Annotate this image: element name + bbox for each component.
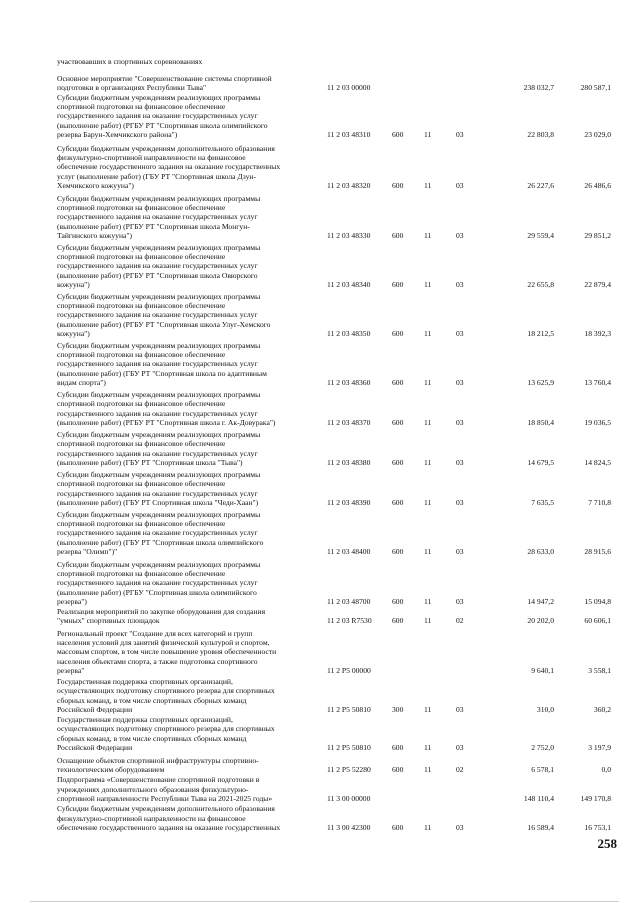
row-description: Реализация мероприятий по закупке оборудования для создания "умных" спортивных площадок bbox=[57, 606, 266, 625]
expense-type-code: 600 bbox=[392, 129, 404, 139]
row-description: Основное мероприятие "Совершенствование системы спортивной подготовки в организациях Республики Тыва" bbox=[57, 73, 272, 92]
expense-type-code: 600 bbox=[392, 822, 404, 832]
target-article-code: 11 2 P5 50810 bbox=[327, 704, 371, 714]
section-code: 11 bbox=[424, 457, 432, 467]
target-article-code: 11 3 00 00000 bbox=[327, 793, 371, 803]
scan-edge-line bbox=[30, 901, 619, 902]
section-code: 11 bbox=[424, 180, 432, 190]
subsection-code: 03 bbox=[456, 417, 464, 427]
section-code: 11 bbox=[424, 764, 432, 774]
subsection-code: 03 bbox=[456, 377, 464, 387]
row-description: Субсидии бюджетным учреждениям реализующих программы спортивной подготовки на финансовое обеспечение государственного задания на оказание государственных услуг (выполнение работ) (РГБУ "Спортивная школа олимпийского резерва") bbox=[57, 559, 261, 606]
amount-year-1: 29 559,4 bbox=[527, 230, 554, 240]
expense-type-code: 300 bbox=[392, 704, 404, 714]
section-code: 11 bbox=[424, 497, 432, 507]
amount-year-1: 13 625,9 bbox=[527, 377, 554, 387]
row-description: Государственная поддержка спортивных организаций, осуществляющих подготовку спортивного резерва для спортивных сборных команд, в том числе спортивных сборных команд Российской Федерации bbox=[57, 715, 275, 752]
row-description: Региональный проект "Создание для всех категорий и групп населения условий для занятий физической культурой и спортом, массовым спортом, в том числе повышение уровня обеспеченности населения объектами спорта, а также подготовка спортивного резерва" bbox=[57, 628, 277, 675]
amount-year-2: 22 879,4 bbox=[584, 279, 611, 289]
subsection-code: 03 bbox=[456, 230, 464, 240]
subsection-code: 03 bbox=[456, 328, 464, 338]
row-description: Субсидии бюджетным учреждениям реализующих программы спортивной подготовки на финансовое обеспечение государственного задания на оказание государственных услуг (выполнение работ) (РГБУ РТ "Спортивная школа Овюрского кожууна") bbox=[57, 242, 261, 289]
row-description: Субсидии бюджетным учреждениям реализующих программы спортивной подготовки на финансовое обеспечение государственного задания на оказание государственных услуг (выполнение работ) (РГБУ РТ "Спортивная школа олимпийского резерва Барун-Хемчикского района") bbox=[57, 92, 268, 139]
row-description: Субсидии бюджетным учреждениям реализующих программы спортивной подготовки на финансовое обеспечение государственного задания на оказание государственных услуг (выполнение работ) (РГБУ РТ "Спортивная школа г. Ак-Довурака") bbox=[57, 390, 276, 427]
amount-year-1: 2 752,0 bbox=[531, 742, 554, 752]
target-article-code: 11 2 P5 52280 bbox=[327, 764, 371, 774]
target-article-code: 11 2 03 48370 bbox=[327, 417, 371, 427]
amount-year-1: 238 032,7 bbox=[523, 82, 554, 92]
amount-year-2: 60 606,1 bbox=[584, 615, 611, 625]
target-article-code: 11 2 P5 00000 bbox=[327, 665, 371, 675]
row-description: Субсидии бюджетным учреждениям дополнительного образования физкультурно-спортивной направленности на финансовое обеспечение государственного задания на оказание государственных bbox=[57, 804, 281, 832]
amount-year-1: 22 803,8 bbox=[527, 129, 554, 139]
section-code: 11 bbox=[424, 279, 432, 289]
amount-year-2: 3 197,9 bbox=[588, 742, 611, 752]
expense-type-code: 600 bbox=[392, 180, 404, 190]
target-article-code: 11 2 03 00000 bbox=[327, 82, 371, 92]
amount-year-2: 149 170,8 bbox=[580, 793, 611, 803]
section-code: 11 bbox=[424, 377, 432, 387]
subsection-code: 03 bbox=[456, 596, 464, 606]
target-article-code: 11 2 03 48350 bbox=[327, 328, 371, 338]
expense-type-code: 600 bbox=[392, 546, 404, 556]
amount-year-2: 18 392,3 bbox=[584, 328, 611, 338]
amount-year-1: 18 850,4 bbox=[527, 417, 554, 427]
amount-year-1: 20 202,0 bbox=[527, 615, 554, 625]
section-code: 11 bbox=[424, 615, 432, 625]
amount-year-1: 26 227,6 bbox=[527, 180, 554, 190]
row-description: Субсидии бюджетным учреждениям реализующих программы спортивной подготовки на финансовое обеспечение государственного задания на оказание государственных услуг (выполнение работ) (ГБУ РТ "Спортивная школа олимпийского резерва "Олимп")" bbox=[57, 509, 264, 556]
row-description: Государственная поддержка спортивных организаций, осуществляющих подготовку спортивного резерва для спортивных сборных команд, в том числе спортивных сборных команд Российской Федерации bbox=[57, 677, 275, 714]
row-description: Субсидии бюджетным учреждениям реализующих программы спортивной подготовки на финансовое обеспечение государственного задания на оказание государственных услуг (выполнение работ) (ГБУ РТ "Спортивная школа по адаптивным видам спорта") bbox=[57, 340, 267, 387]
amount-year-2: 280 587,1 bbox=[580, 82, 611, 92]
target-article-code: 11 3 00 42300 bbox=[327, 822, 371, 832]
target-article-code: 11 2 03 48380 bbox=[327, 457, 371, 467]
subsection-code: 03 bbox=[456, 742, 464, 752]
subsection-code: 03 bbox=[456, 497, 464, 507]
amount-year-2: 3 558,1 bbox=[588, 665, 611, 675]
row-description: Субсидии бюджетным учреждениям реализующих программы спортивной подготовки на финансовое обеспечение государственного задания на оказание государственных услуг (выполнение работ) (ГБУ РТ Спортивная школа "Чеди-Хаан") bbox=[57, 470, 261, 507]
amount-year-2: 28 915,6 bbox=[584, 546, 611, 556]
expense-type-code: 600 bbox=[392, 279, 404, 289]
subsection-code: 03 bbox=[456, 129, 464, 139]
amount-year-1: 16 589,4 bbox=[527, 822, 554, 832]
amount-year-1: 6 578,1 bbox=[531, 764, 554, 774]
amount-year-2: 13 760,4 bbox=[584, 377, 611, 387]
target-article-code: 11 2 03 48700 bbox=[327, 596, 371, 606]
expense-type-code: 600 bbox=[392, 742, 404, 752]
target-article-code: 11 2 03 48340 bbox=[327, 279, 371, 289]
amount-year-2: 0,0 bbox=[601, 764, 611, 774]
expense-type-code: 600 bbox=[392, 615, 404, 625]
amount-year-1: 28 633,0 bbox=[527, 546, 554, 556]
expense-type-code: 600 bbox=[392, 497, 404, 507]
target-article-code: 11 2 03 48320 bbox=[327, 180, 371, 190]
amount-year-2: 19 036,5 bbox=[584, 417, 611, 427]
section-code: 11 bbox=[424, 704, 432, 714]
target-article-code: 11 2 03 48390 bbox=[327, 497, 371, 507]
section-code: 11 bbox=[424, 230, 432, 240]
amount-year-2: 26 486,6 bbox=[584, 180, 611, 190]
expense-type-code: 600 bbox=[392, 377, 404, 387]
amount-year-2: 16 753,1 bbox=[584, 822, 611, 832]
subsection-code: 03 bbox=[456, 822, 464, 832]
amount-year-2: 23 029,0 bbox=[584, 129, 611, 139]
page-number: 258 bbox=[597, 836, 617, 851]
subsection-code: 03 bbox=[456, 279, 464, 289]
target-article-code: 11 2 03 48360 bbox=[327, 377, 371, 387]
subsection-code: 03 bbox=[456, 457, 464, 467]
amount-year-2: 360,2 bbox=[593, 704, 611, 714]
target-article-code: 11 2 03 R7530 bbox=[327, 615, 372, 625]
target-article-code: 11 2 03 48400 bbox=[327, 546, 371, 556]
amount-year-1: 22 655,8 bbox=[527, 279, 554, 289]
amount-year-1: 310,0 bbox=[536, 704, 554, 714]
expense-type-code: 600 bbox=[392, 328, 404, 338]
section-code: 11 bbox=[424, 417, 432, 427]
subsection-code: 03 bbox=[456, 546, 464, 556]
section-code: 11 bbox=[424, 596, 432, 606]
amount-year-2: 14 824,5 bbox=[584, 457, 611, 467]
section-code: 11 bbox=[424, 822, 432, 832]
subsection-code: 03 bbox=[456, 704, 464, 714]
target-article-code: 11 2 P5 50810 bbox=[327, 742, 371, 752]
expense-type-code: 600 bbox=[392, 596, 404, 606]
amount-year-2: 29 851,2 bbox=[584, 230, 611, 240]
amount-year-1: 9 640,1 bbox=[531, 665, 554, 675]
section-code: 11 bbox=[424, 129, 432, 139]
row-description: Субсидии бюджетным учреждениям реализующих программы спортивной подготовки на финансовое обеспечение государственного задания на оказание государственных услуг (выполнение работ) (РГБУ РТ "Спортивная школа Улуг-Хемского кожууна") bbox=[57, 291, 271, 338]
expense-type-code: 600 bbox=[392, 230, 404, 240]
section-code: 11 bbox=[424, 742, 432, 752]
row-description: Субсидии бюджетным учреждениям реализующих программы спортивной подготовки на финансовое обеспечение государственного задания на оказание государственных услуг (выполнение работ) (ГБУ РТ "Спортивная школа "Тыва") bbox=[57, 430, 261, 467]
target-article-code: 11 2 03 48330 bbox=[327, 230, 371, 240]
amount-year-1: 18 212,5 bbox=[527, 328, 554, 338]
row-description: Подпрограмма «Совершенствование спортивной подготовки в учреждениях дополнительного образования физкультурно- спортивной направленности Республики Тыва на 2021-2025 годы» bbox=[57, 775, 273, 803]
amount-year-1: 14 947,2 bbox=[527, 596, 554, 606]
target-article-code: 11 2 03 48310 bbox=[327, 129, 371, 139]
expense-type-code: 600 bbox=[392, 417, 404, 427]
section-code: 11 bbox=[424, 546, 432, 556]
amount-year-1: 7 635,5 bbox=[531, 497, 554, 507]
row-description: Субсидии бюджетным учреждениям дополнительного образования физкультурно-спортивной направленности на финансовое обеспечение государственного задания на оказание государственных услуг (выполнение работ) (ГБУ РТ "Спортивная школа Дзун- Хемчикского кожууна") bbox=[57, 143, 281, 190]
amount-year-2: 15 094,8 bbox=[584, 596, 611, 606]
expense-type-code: 600 bbox=[392, 764, 404, 774]
subsection-code: 03 bbox=[456, 180, 464, 190]
amount-year-1: 14 679,5 bbox=[527, 457, 554, 467]
subsection-code: 02 bbox=[456, 764, 464, 774]
subsection-code: 02 bbox=[456, 615, 464, 625]
section-code: 11 bbox=[424, 328, 432, 338]
row-description: Субсидии бюджетным учреждениям реализующих программы спортивной подготовки на финансовое обеспечение государственного задания на оказание государственных услуг (выполнение работ) (РГБУ РТ "Спортивная школа Монгун- Тайгинского кожууна") bbox=[57, 193, 261, 240]
row-description: Оснащение объектов спортивной инфраструктуры спортивно- технологическим оборудованием bbox=[57, 755, 259, 774]
expense-type-code: 600 bbox=[392, 457, 404, 467]
amount-year-2: 7 710,8 bbox=[588, 497, 611, 507]
row-description: участвовавших в спортивных соревнованиях bbox=[57, 56, 203, 66]
amount-year-1: 148 110,4 bbox=[523, 793, 554, 803]
